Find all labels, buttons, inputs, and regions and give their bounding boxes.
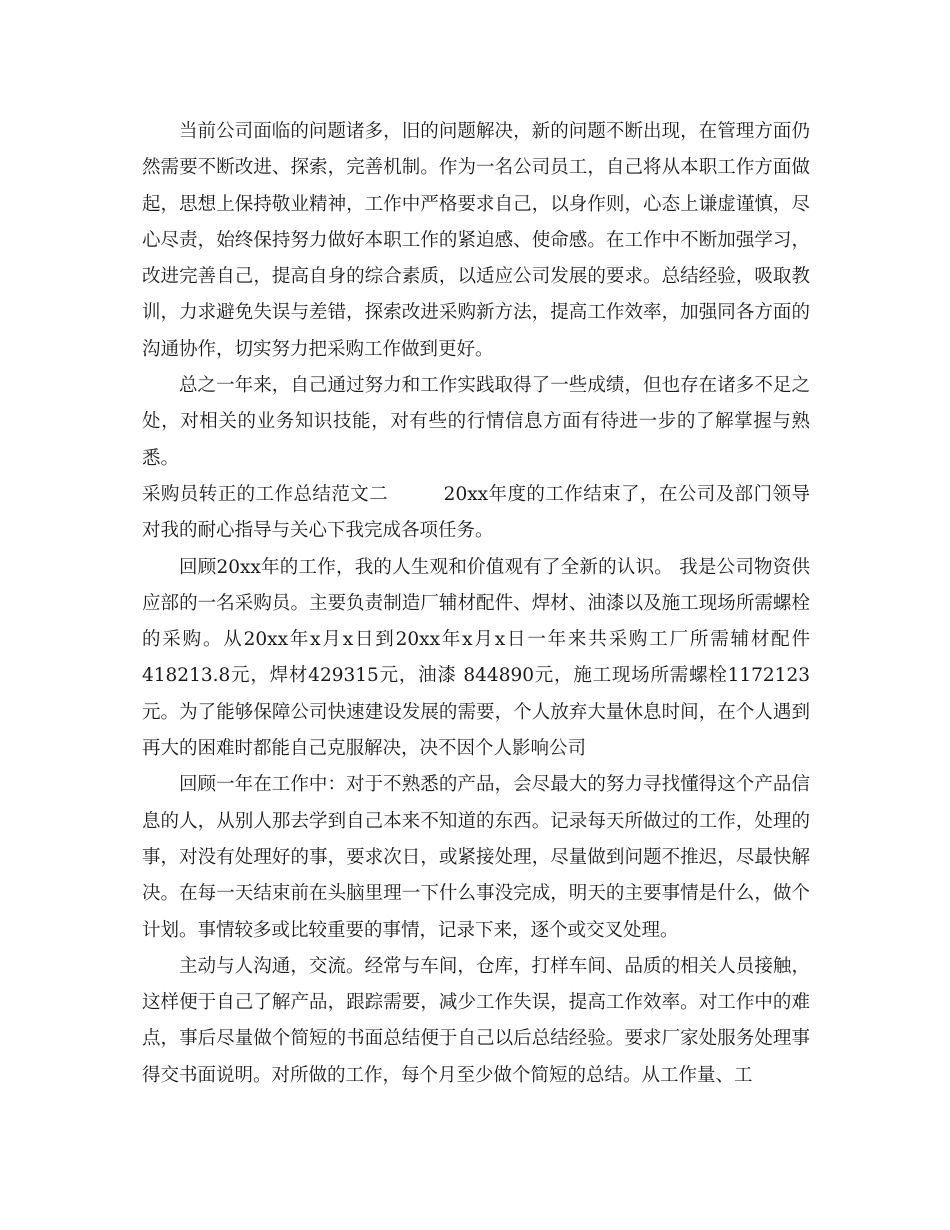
- paragraph-year-summary: 总之一年来，自己通过努力和工作实践取得了一些成绩，但也存在诸多不足之处，对相关的业务知识技能，对有些的行情信息方面有待进一步的了解掌握与熟悉。: [142, 375, 810, 469]
- paragraph-work-habits: 回顾一年在工作中：对于不熟悉的产品，会尽最大的努力寻找懂得这个产品信息的人，从别人那去学到自己本来不知道的东西。记录每天所做过的工作，处理的事，对没有处理好的事，要求次日，或紧接处理，尽量做到问题不推迟，尽最快解决。在每一天结束前在头脑里理一下什么事没完成，明天的主要事情是什么，做个计划。事情较多或比较重要的事情，记录下来，逐个或交叉处理。: [142, 774, 810, 941]
- document-body: [142, 114, 810, 1094]
- paragraph-management-improvement: 当前公司面临的问题诸多，旧的问题解决，新的问题不断出现，在管理方面仍然需要不断改进、探索，完善机制。作为一名公司员工，自己将从本职工作方面做起，思想上保持敬业精神，工作中严格要求自己，以身作则，心态上谦虚谨慎，尽心尽责，始终保持努力做好本职工作的紧迫感、使命感。在工作中不断加强学习，改进完善自己，提高自身的综合素质，以适应公司发展的要求。总结经验，吸取教训，力求避免失误与差错，探索改进采购新方法，提高工作效率，加强同各方面的沟通协作，切实努力把采购工作做到更好。: [142, 121, 810, 360]
- section-intro: 20xx年度的工作结束了，在公司及部门领导对我的耐心指导与关心下我完成各项任务。: [142, 483, 810, 542]
- paragraph-communication: 主动与人沟通，交流。经常与车间，仓库，打样车间、品质的相关人员接触，这样便于自己了解产品，跟踪需要，减少工作失误，提高工作效率。对工作中的难点，事后尽量做个简短的书面总结便于自己以后总结经验。要求厂家处服务处理事得交书面说明。对所做的工作，每个月至少做个简短的总结。从工作量、工: [142, 955, 810, 1086]
- paragraph-section-two: [142, 477, 810, 550]
- paragraph-annual-review: 回顾20xx年的工作，我的人生观和价值观有了全新的认识。 我是公司物资供应部的一名采购员。主要负责制造厂辅材配件、焊材、油漆以及施工现场所需螺栓的采购。从20xx年x月x日到20xx年x月x日一年来共采购工厂所需辅材配件418213.8元，焊材429315元，油漆 844890元，施工现场所需螺栓1172123元。为了能够保障公司快速建设发展的需要，个人放弃大量休息时间，在个人遇到再大的困难时都能自己克服解决，决不因个人影响公司: [142, 556, 810, 760]
- section-title: 采购员转正的工作总结范文二: [142, 483, 389, 505]
